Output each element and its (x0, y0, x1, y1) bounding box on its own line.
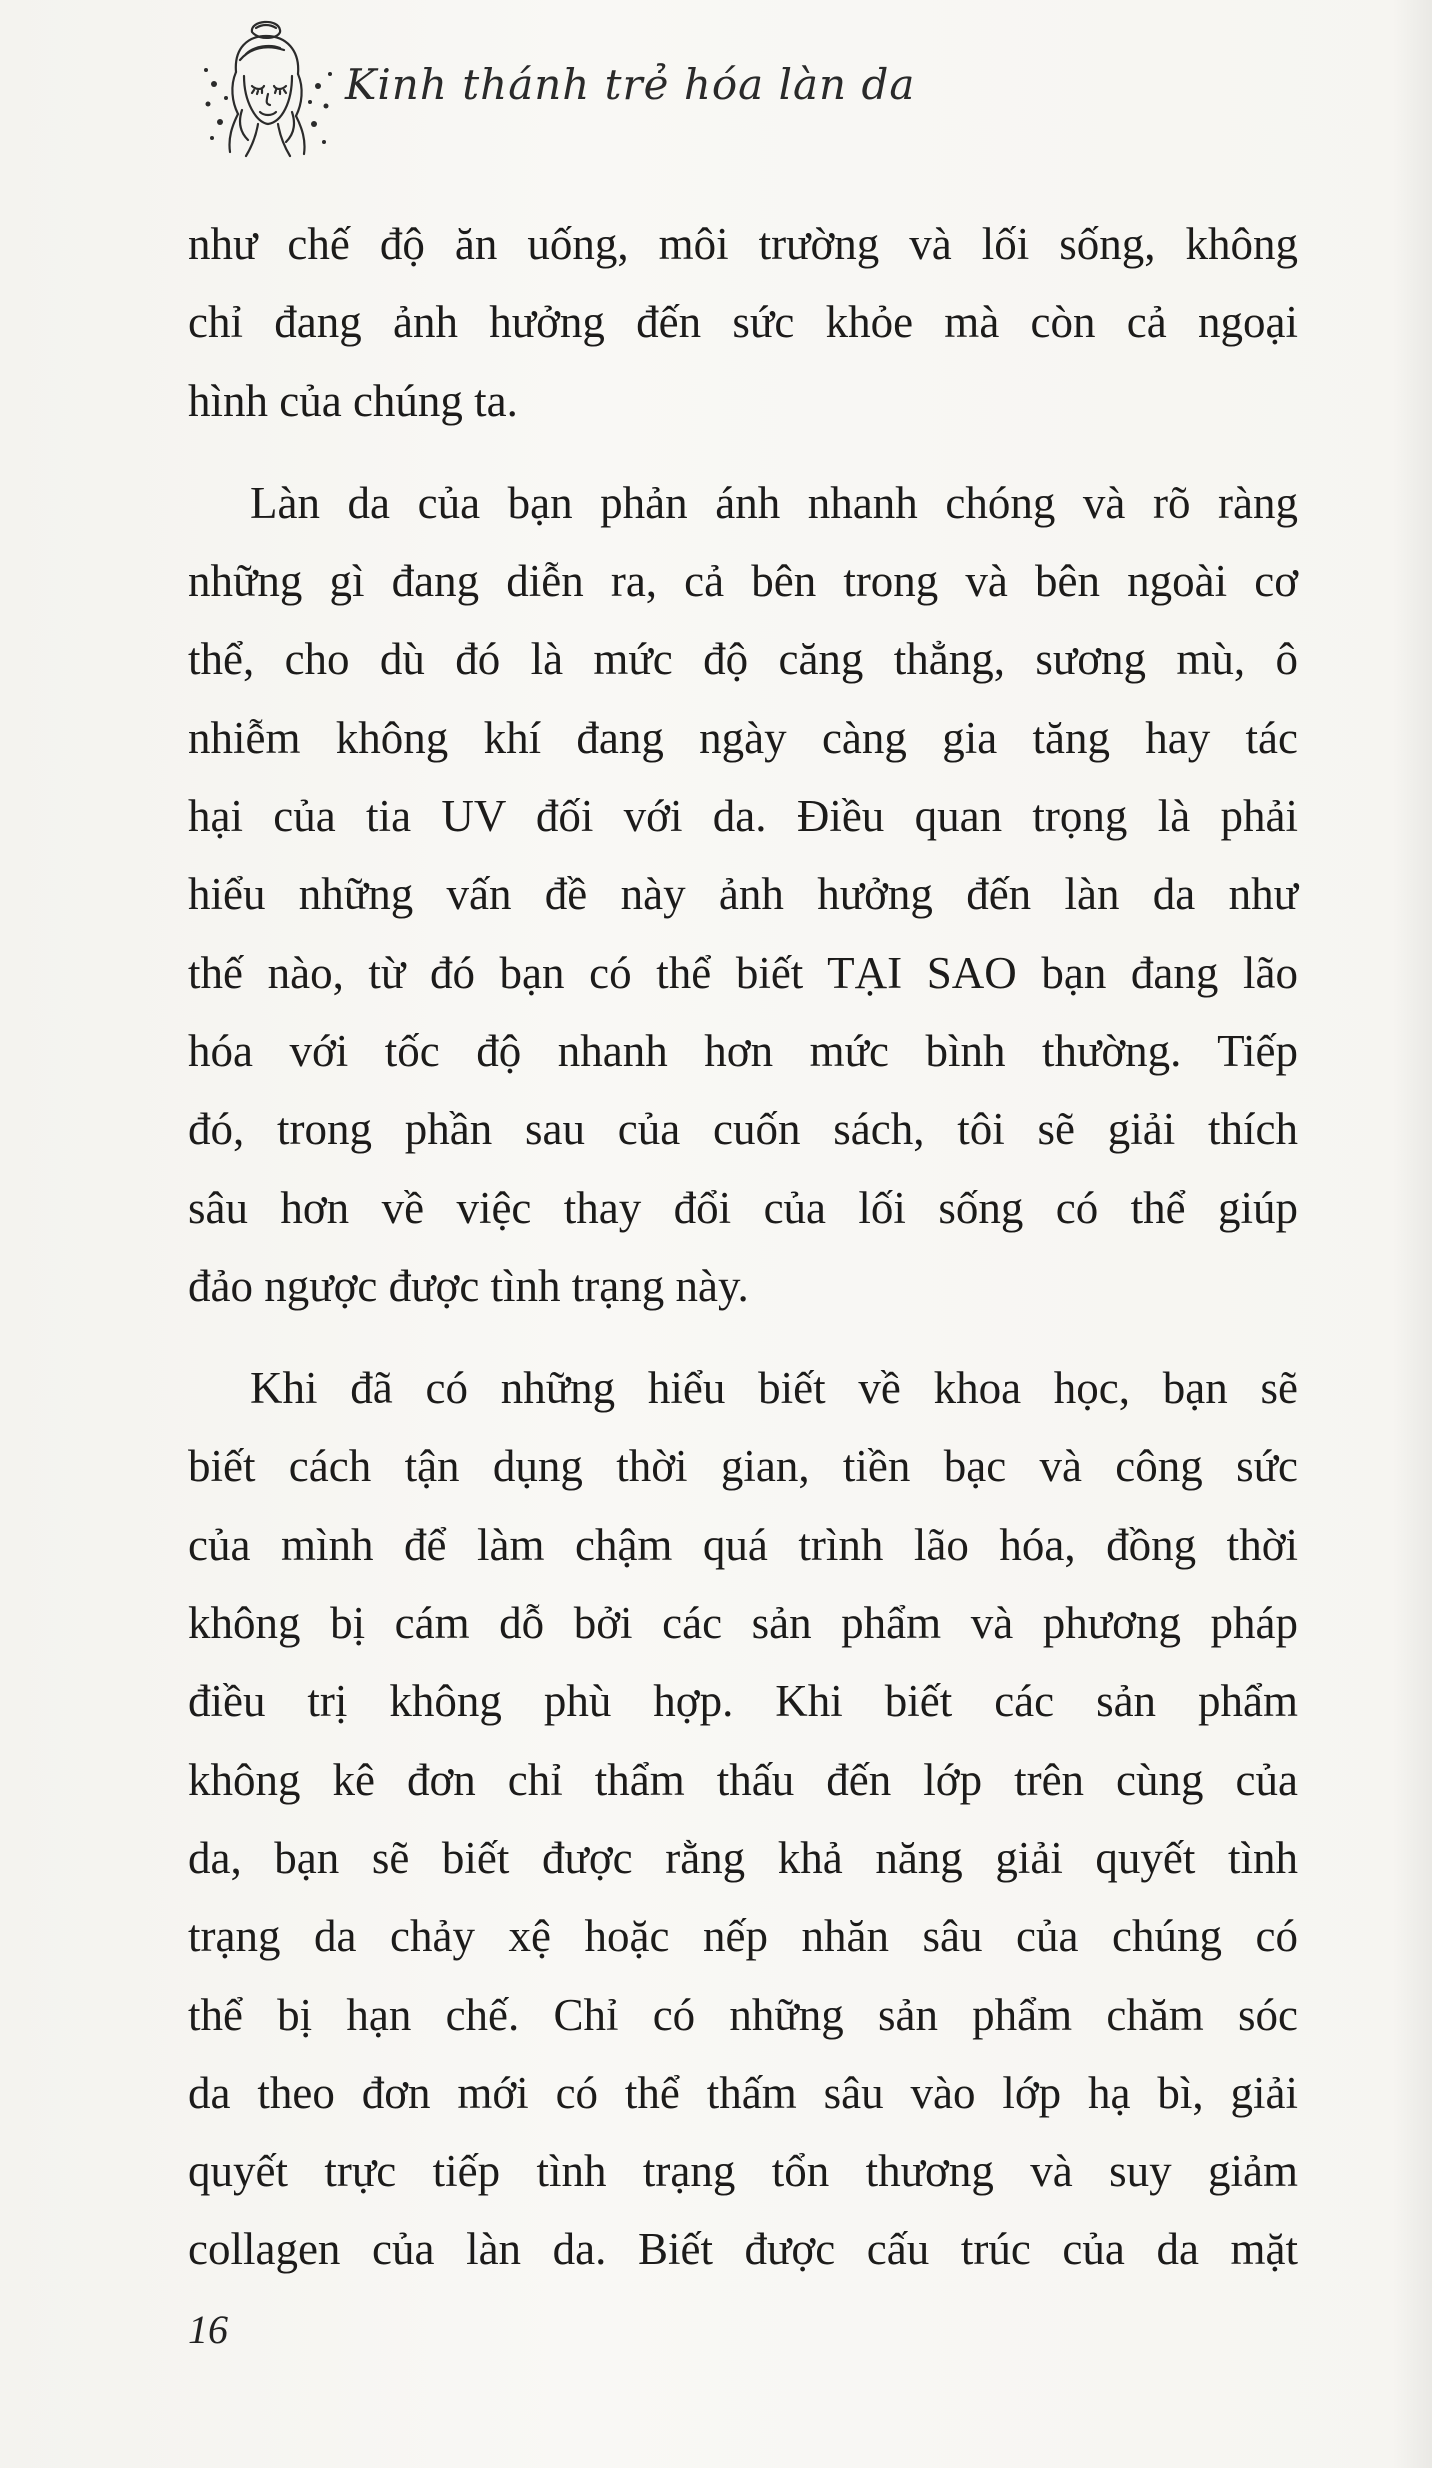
text-line: Làn da của bạn phản ánh nhanh chóng và rõ ràng (250, 477, 1298, 528)
text-line: thể bị hạn chế. Chỉ có những sản phẩm chăm sóc (188, 1989, 1298, 2040)
text-line: chỉ đang ảnh hưởng đến sức khỏe mà còn cả ngoại (188, 297, 1298, 348)
text-line: của mình để làm chậm quá trình lão hóa, đồng thời (188, 1519, 1298, 1570)
text-line: quyết trực tiếp tình trạng tổn thương và suy giảm (188, 2146, 1298, 2197)
text-line: hóa với tốc độ nhanh hơn mức bình thường. Tiếp (188, 1025, 1298, 1076)
text-line: collagen của làn da. Biết được cấu trúc của da mặt (188, 2224, 1298, 2275)
text-line: thể, cho dù đó là mức độ căng thẳng, sương mù, ô (188, 634, 1298, 685)
text-line: biết cách tận dụng thời gian, tiền bạc và công sức (188, 1441, 1298, 1492)
text-line: không bị cám dỗ bởi các sản phẩm và phương pháp (188, 1598, 1298, 1649)
text-line: Khi đã có những hiểu biết về khoa học, bạn sẽ (250, 1363, 1298, 1414)
paragraph-3 (188, 1349, 1298, 2289)
text-line: đảo ngược được tình trạng này. (188, 1260, 749, 1311)
text-line: da, bạn sẽ biết được rằng khả năng giải quyết tình (188, 1832, 1298, 1883)
text-line: đó, trong phần sau của cuốn sách, tôi sẽ giải thích (188, 1104, 1298, 1155)
paragraph-2 (188, 464, 1298, 1325)
page-edge-shadow (1392, 0, 1432, 2468)
paragraph-1 (188, 205, 1298, 440)
text-line: nhiễm không khí đang ngày càng gia tăng hay tác (188, 712, 1298, 763)
woman-face-illustration-icon (200, 14, 340, 164)
text-line: những gì đang diễn ra, cả bên trong và bên ngoài cơ (188, 556, 1298, 607)
text-line: hình của chúng ta. (188, 375, 518, 426)
text-line: da theo đơn mới có thể thấm sâu vào lớp hạ bì, giải (188, 2067, 1298, 2118)
text-line: điều trị không phù hợp. Khi biết các sản phẩm (188, 1676, 1298, 1727)
text-line: sâu hơn về việc thay đổi của lối sống có thể giúp (188, 1182, 1298, 1233)
text-line: trạng da chảy xệ hoặc nếp nhăn sâu của chúng có (188, 1911, 1298, 1962)
running-header-title: Kinh thánh trẻ hóa làn da (345, 60, 916, 109)
text-line: như chế độ ăn uống, môi trường và lối sống, không (188, 219, 1298, 269)
text-line: hại của tia UV đối với da. Điều quan trọng là phải (188, 791, 1298, 842)
running-header (200, 14, 916, 164)
page-number: 16 (188, 2307, 228, 2352)
text-line: thế nào, từ đó bạn có thể biết TẠI SAO bạn đang lão (188, 947, 1298, 998)
text-line: không kê đơn chỉ thẩm thấu đến lớp trên cùng của (188, 1754, 1298, 1805)
body-text (188, 205, 1298, 2313)
text-line: hiểu những vấn đề này ảnh hưởng đến làn da như (188, 869, 1298, 920)
